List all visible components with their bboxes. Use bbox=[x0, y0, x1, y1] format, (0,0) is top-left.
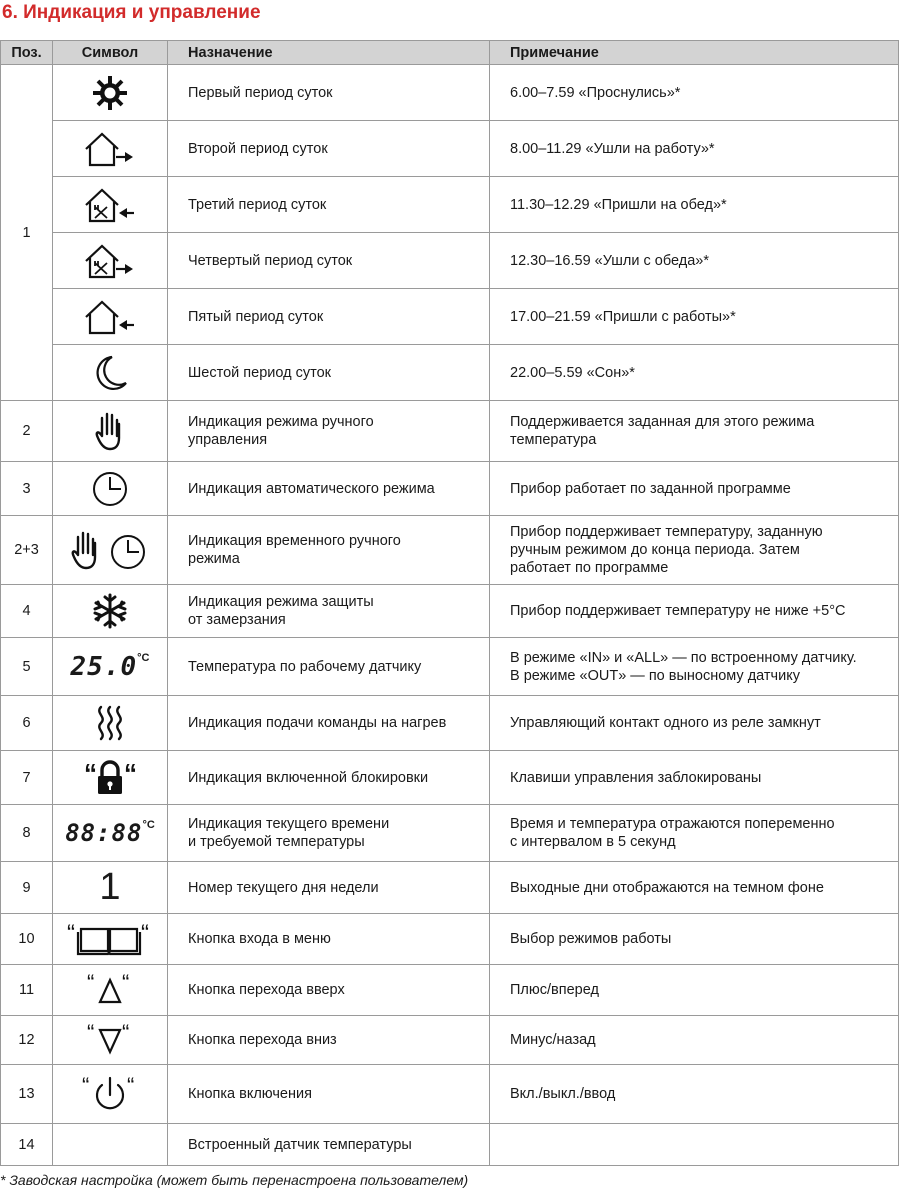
note-text: Выходные дни отображаются на темном фоне bbox=[510, 879, 824, 896]
note-text: ручным режимом до конца периода. Затем bbox=[510, 542, 800, 558]
note-text: температура bbox=[510, 432, 597, 448]
note-cell bbox=[490, 965, 899, 1016]
down-button-icon bbox=[85, 1022, 135, 1058]
pos-cell: 8 bbox=[1, 805, 53, 862]
note-cell bbox=[490, 233, 899, 289]
symbol-cell bbox=[53, 751, 168, 805]
purpose-text: от замерзания bbox=[188, 612, 286, 628]
house-enter-icon bbox=[82, 297, 138, 337]
house-exit-icon bbox=[82, 129, 138, 169]
up-button-icon bbox=[85, 972, 135, 1008]
note-text: Прибор работает по заданной программе bbox=[510, 480, 791, 497]
note-text: Плюс/вперед bbox=[510, 982, 599, 998]
note-cell bbox=[490, 805, 899, 862]
note-cell bbox=[490, 177, 899, 233]
table-row bbox=[1, 233, 899, 289]
table-header-row bbox=[1, 41, 899, 65]
symbol-cell bbox=[53, 1065, 168, 1124]
note-text: 22.00–5.59 «Сон»* bbox=[510, 364, 635, 381]
temperature-display-icon bbox=[70, 651, 150, 682]
svg-text:“: “ bbox=[84, 757, 97, 788]
note-text: В режиме «OUT» — по выносному датчику bbox=[510, 667, 800, 684]
note-text: Прибор поддерживает температуру, заданную bbox=[510, 524, 823, 540]
purpose-text: Кнопка перехода вверх bbox=[188, 982, 345, 998]
symbol-cell bbox=[53, 965, 168, 1016]
note-cell bbox=[490, 862, 899, 914]
day-number-icon: 1 bbox=[99, 866, 121, 908]
purpose-cell bbox=[168, 805, 490, 862]
header-pos: Поз. bbox=[1, 41, 53, 65]
table-row bbox=[1, 965, 899, 1016]
note-text: Время и температура отражаются попеременно bbox=[510, 816, 835, 832]
symbol-cell bbox=[53, 177, 168, 233]
table-row bbox=[1, 121, 899, 177]
note-text: Клавиши управления заблокированы bbox=[510, 769, 762, 786]
pos-cell: 9 bbox=[1, 862, 53, 914]
symbol-cell bbox=[53, 1124, 168, 1166]
pos-cell: 4 bbox=[1, 585, 53, 638]
svg-text:“: “ bbox=[124, 757, 137, 788]
note-text: В режиме «IN» и «ALL» — по встроенному датчику. bbox=[510, 649, 857, 666]
note-text: с интервалом в 5 секунд bbox=[510, 834, 676, 850]
symbol-cell bbox=[53, 345, 168, 401]
table-row bbox=[1, 462, 899, 516]
symbol-cell bbox=[53, 462, 168, 516]
table-row bbox=[1, 516, 899, 585]
note-text: 11.30–12.29 «Пришли на обед»* bbox=[510, 196, 727, 213]
purpose-text: Кнопка включения bbox=[188, 1086, 312, 1102]
pos-cell: 11 bbox=[1, 965, 53, 1016]
note-text: Управляющий контакт одного из реле замкнут bbox=[510, 715, 821, 731]
symbol-cell bbox=[53, 862, 168, 914]
pos-cell: 10 bbox=[1, 914, 53, 965]
section-heading: 6. Индикация и управление bbox=[2, 2, 261, 23]
symbol-cell bbox=[53, 233, 168, 289]
display-digits: 88:88 bbox=[65, 819, 143, 847]
symbol-cell bbox=[53, 516, 168, 585]
hand-clock-icon bbox=[70, 529, 150, 571]
note-text: 17.00–21.59 «Пришли с работы»* bbox=[510, 308, 736, 325]
svg-text:“: “ bbox=[141, 921, 149, 947]
table-row bbox=[1, 1124, 899, 1166]
symbol-cell bbox=[53, 638, 168, 696]
purpose-cell bbox=[168, 862, 490, 914]
purpose-text: Третий период суток bbox=[188, 196, 327, 213]
purpose-text: управления bbox=[188, 432, 268, 448]
purpose-cell bbox=[168, 289, 490, 345]
purpose-cell bbox=[168, 1065, 490, 1124]
clock-icon bbox=[90, 469, 130, 509]
pos-cell: 5 bbox=[1, 638, 53, 696]
purpose-text: Индикация подачи команды на нагрев bbox=[188, 715, 447, 731]
note-cell bbox=[490, 289, 899, 345]
purpose-text: Встроенный датчик температуры bbox=[188, 1136, 412, 1153]
note-cell bbox=[490, 638, 899, 696]
purpose-cell bbox=[168, 751, 490, 805]
heat-waves-icon bbox=[90, 703, 130, 743]
purpose-cell bbox=[168, 516, 490, 585]
note-text: Поддерживается заданная для этого режима bbox=[510, 414, 815, 430]
table-row bbox=[1, 289, 899, 345]
table-row bbox=[1, 638, 899, 696]
svg-text:“: “ bbox=[87, 972, 95, 995]
purpose-text: Индикация режима защиты bbox=[188, 594, 374, 610]
indication-table bbox=[0, 40, 899, 1166]
table-row bbox=[1, 805, 899, 862]
purpose-cell bbox=[168, 121, 490, 177]
pos-cell: 13 bbox=[1, 1065, 53, 1124]
svg-text:“: “ bbox=[127, 1073, 135, 1098]
purpose-cell bbox=[168, 696, 490, 751]
purpose-text: Индикация автоматического режима bbox=[188, 480, 435, 497]
purpose-cell bbox=[168, 65, 490, 121]
pos-cell: 14 bbox=[1, 1124, 53, 1166]
note-text: Минус/назад bbox=[510, 1032, 596, 1048]
svg-text:“: “ bbox=[82, 1073, 90, 1098]
time-display-icon bbox=[65, 819, 155, 847]
note-text: работает по программе bbox=[510, 560, 669, 576]
purpose-text: Индикация режима ручного bbox=[188, 414, 374, 430]
purpose-text: Четвертый период суток bbox=[188, 252, 353, 269]
symbol-cell bbox=[53, 65, 168, 121]
purpose-cell bbox=[168, 233, 490, 289]
purpose-cell bbox=[168, 1124, 490, 1166]
table-row bbox=[1, 345, 899, 401]
note-text: 8.00–11.29 «Ушли на работу»* bbox=[510, 140, 715, 157]
note-cell bbox=[490, 1124, 899, 1166]
purpose-text: Индикация временного ручного bbox=[188, 533, 401, 549]
symbol-cell bbox=[53, 121, 168, 177]
note-cell bbox=[490, 65, 899, 121]
svg-text:“: “ bbox=[122, 972, 130, 995]
pos-cell: 12 bbox=[1, 1016, 53, 1065]
header-symbol: Символ bbox=[53, 41, 168, 65]
house-lunch-enter-icon bbox=[82, 185, 138, 225]
footnote: * Заводская настройка (может быть перенастроена пользователем) bbox=[0, 1172, 469, 1188]
hand-icon bbox=[90, 410, 130, 452]
purpose-cell bbox=[168, 462, 490, 516]
purpose-cell bbox=[168, 965, 490, 1016]
purpose-cell bbox=[168, 345, 490, 401]
svg-text:“: “ bbox=[67, 921, 75, 947]
note-text: Выбор режимов работы bbox=[510, 931, 672, 947]
purpose-text: режима bbox=[188, 551, 240, 567]
display-unit: °C bbox=[137, 651, 150, 664]
purpose-text: Первый период суток bbox=[188, 84, 333, 101]
note-cell bbox=[490, 1065, 899, 1124]
pos-cell: 2 bbox=[1, 401, 53, 462]
header-purpose: Назначение bbox=[168, 41, 490, 65]
note-text: 6.00–7.59 «Проснулись»* bbox=[510, 84, 681, 101]
note-cell bbox=[490, 696, 899, 751]
symbol-cell bbox=[53, 805, 168, 862]
note-text: Вкл./выкл./ввод bbox=[510, 1086, 616, 1102]
purpose-text: Индикация текущего времени bbox=[188, 816, 390, 832]
purpose-cell bbox=[168, 914, 490, 965]
pos-cell: 7 bbox=[1, 751, 53, 805]
lock-icon bbox=[82, 758, 138, 798]
note-text: Прибор поддерживает температуру не ниже +5°C bbox=[510, 603, 846, 619]
note-cell bbox=[490, 751, 899, 805]
pos-cell: 6 bbox=[1, 696, 53, 751]
note-cell bbox=[490, 462, 899, 516]
sun-icon bbox=[90, 73, 130, 113]
power-button-icon bbox=[80, 1073, 140, 1115]
note-cell bbox=[490, 401, 899, 462]
book-button-icon bbox=[65, 921, 155, 957]
purpose-text: и требуемой температуры bbox=[188, 834, 365, 850]
svg-text:“: “ bbox=[87, 1022, 95, 1045]
table-row bbox=[1, 751, 899, 805]
symbol-cell bbox=[53, 1016, 168, 1065]
pos-cell: 2+3 bbox=[1, 516, 53, 585]
house-lunch-exit-icon bbox=[82, 241, 138, 281]
table-row bbox=[1, 696, 899, 751]
purpose-cell bbox=[168, 585, 490, 638]
display-digits: 25.0 bbox=[70, 651, 138, 682]
note-text: 12.30–16.59 «Ушли с обеда»* bbox=[510, 252, 709, 269]
table-row bbox=[1, 1016, 899, 1065]
purpose-text: Температура по рабочему датчику bbox=[188, 658, 422, 675]
note-cell bbox=[490, 914, 899, 965]
symbol-cell bbox=[53, 401, 168, 462]
note-cell bbox=[490, 1016, 899, 1065]
table-row bbox=[1, 862, 899, 914]
symbol-cell bbox=[53, 914, 168, 965]
purpose-text: Кнопка входа в меню bbox=[188, 931, 331, 947]
pos-cell: 1 bbox=[1, 65, 53, 401]
symbol-cell bbox=[53, 585, 168, 638]
snowflake-icon bbox=[90, 591, 130, 631]
purpose-text: Индикация включенной блокировки bbox=[188, 769, 429, 786]
purpose-text: Пятый период суток bbox=[188, 308, 324, 325]
purpose-text: Шестой период суток bbox=[188, 364, 331, 381]
symbol-cell bbox=[53, 696, 168, 751]
purpose-cell bbox=[168, 177, 490, 233]
purpose-cell bbox=[168, 1016, 490, 1065]
table-row bbox=[1, 1065, 899, 1124]
note-cell bbox=[490, 121, 899, 177]
note-cell bbox=[490, 516, 899, 585]
purpose-cell bbox=[168, 638, 490, 696]
table-row bbox=[1, 585, 899, 638]
header-note: Примечание bbox=[490, 41, 899, 65]
table-row bbox=[1, 401, 899, 462]
purpose-text: Второй период суток bbox=[188, 140, 328, 157]
note-cell bbox=[490, 345, 899, 401]
note-cell bbox=[490, 585, 899, 638]
table-row bbox=[1, 914, 899, 965]
display-unit: °C bbox=[142, 819, 155, 831]
table-row bbox=[1, 177, 899, 233]
purpose-text: Номер текущего дня недели bbox=[188, 879, 379, 896]
moon-icon bbox=[90, 353, 130, 393]
pos-cell: 3 bbox=[1, 462, 53, 516]
purpose-text: Кнопка перехода вниз bbox=[188, 1032, 337, 1048]
symbol-cell bbox=[53, 289, 168, 345]
table-row bbox=[1, 65, 899, 121]
purpose-cell bbox=[168, 401, 490, 462]
svg-text:“: “ bbox=[122, 1022, 130, 1045]
